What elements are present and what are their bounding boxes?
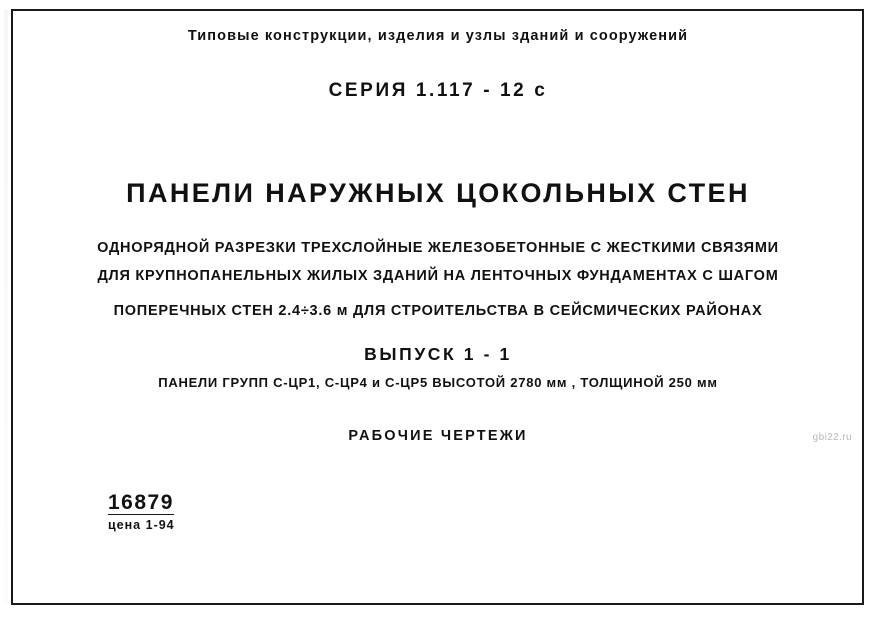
issue-description: ПАНЕЛИ ГРУПП С-ЦР1, С-ЦР4 и С-ЦР5 ВЫСОТОЙ 2780 мм , ТОЛЩИНОЙ 250 мм: [158, 375, 718, 390]
code-block: [108, 492, 308, 532]
description-line-2: ДЛЯ КРУПНОПАНЕЛЬНЫХ ЖИЛЫХ ЗДАНИЙ НА ЛЕНТОЧНЫХ ФУНДАМЕНТАХ С ШАГОМ: [97, 268, 779, 284]
page-title: ПАНЕЛИ НАРУЖНЫХ ЦОКОЛЬНЫХ СТЕН: [126, 178, 750, 208]
top-heading: Типовые конструкции, изделия и узлы зданий и сооружений: [187, 28, 689, 44]
description-line-3: ПОПЕРЕЧНЫХ СТЕН 2.4÷3.6 м ДЛЯ СТРОИТЕЛЬСТВА В СЕЙСМИЧЕСКИХ РАЙОНАХ: [113, 303, 763, 319]
code-price: цена 1-94: [108, 518, 175, 532]
code-number: 16879: [108, 491, 174, 514]
issue-line: ВЫПУСК 1 - 1: [364, 344, 512, 364]
watermark-text: gbi22.ru: [812, 432, 852, 443]
series-line: СЕРИЯ 1.117 - 12 с: [328, 80, 548, 101]
description-line-1: ОДНОРЯДНОЙ РАЗРЕЗКИ ТРЕХСЛОЙНЫЕ ЖЕЛЕЗОБЕТОННЫЕ С ЖЕСТКИМИ СВЯЗЯМИ: [97, 240, 779, 256]
working-drawings-label: РАБОЧИЕ ЧЕРТЕЖИ: [348, 428, 528, 444]
